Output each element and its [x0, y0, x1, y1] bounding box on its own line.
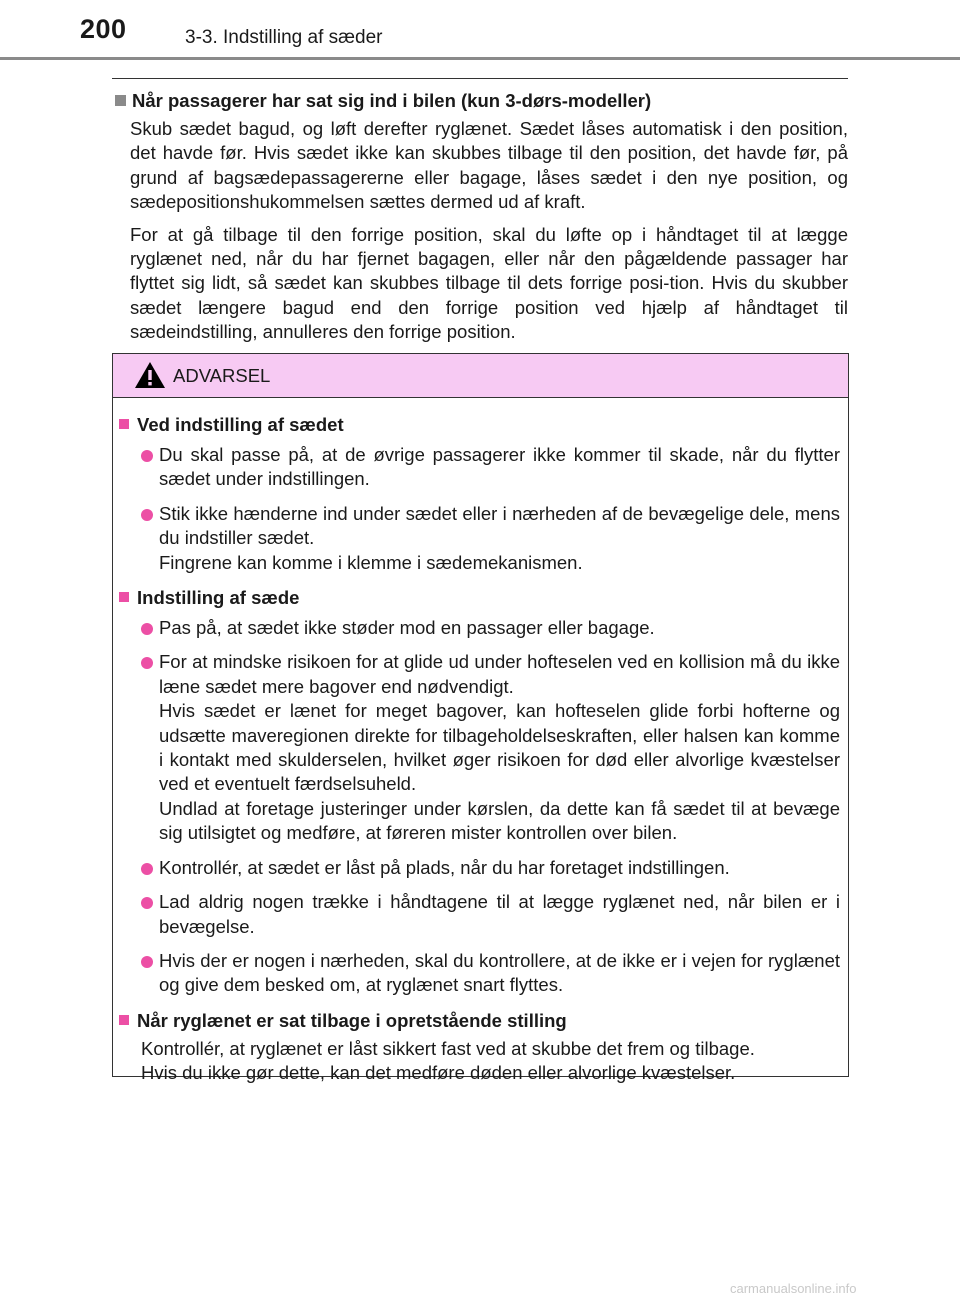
warning-box — [112, 353, 849, 1084]
warning-plain-text — [141, 1037, 840, 1086]
intro-section — [112, 88, 848, 345]
bullet-line: Kontrollér, at sædet er låst på plads, når du har foretaget indstillingen. — [159, 856, 730, 878]
bullet-dot-icon — [141, 897, 153, 909]
intro-heading-row — [112, 88, 848, 113]
bullet-line: Lad aldrig nogen trække i håndtagene til at lægge ryglænet ned, når bilen er i bevægelse. — [159, 891, 840, 937]
page-number: 200 — [80, 14, 127, 44]
warning-bullet — [131, 502, 840, 575]
page-header — [0, 0, 960, 60]
plain-line: Kontrollér, at ryglænet er låst sikkert fast ved at skubbe det frem og tilbage. — [141, 1037, 755, 1059]
bullet-dot-icon — [141, 956, 153, 968]
intro-paragraph: Skub sædet bagud, og løft derefter ryglænet. Sædet låses automatisk i den position, det havde før. Hvis sædet ikke kan skubbes tilbage til den position, det havde før, på grund af bagsædepassagererne eller bagage, låses sædet i den nye position, og sædepositionshukommelsen sættes dermed ud af kraft. — [130, 118, 848, 213]
bullet-dot-icon — [141, 450, 153, 462]
bullet-text — [159, 443, 840, 492]
warning-section-heading-text: Når ryglænet er sat tilbage i opretstående stilling — [137, 1009, 567, 1031]
bullet-line: Stik ikke hænderne ind under sædet eller i nærheden af de bevægelige dele, mens du indstiller sædet. — [159, 502, 840, 549]
warning-section — [113, 585, 840, 998]
warning-title: ADVARSEL — [173, 365, 271, 386]
bullet-line: For at mindske risikoen for at glide ud under hofteselen ved en kollision må du ikke læne sædet mere bagover end nødvendigt. — [159, 651, 840, 697]
bullet-text — [159, 502, 840, 575]
bullet-text — [159, 616, 840, 640]
intro-paragraph: For at gå tilbage til den forrige position, skal du løfte op i håndtaget til at lægge ryglænet ned, når du har fjernet bagagen, eller når den pågældende passager har flyttet sig lidt, så sædet kan skubbes tilbage til dets forrige posi-tion. Hvis du skubber sædet længere bagud end den forrige position ved hjælp af håndtaget til sædeindstilling, annulleres den forrige position. — [130, 223, 848, 343]
bullet-dot-icon — [141, 657, 153, 669]
warning-bullet — [131, 949, 840, 998]
bullet-line: Hvis der er nogen i nærheden, skal du kontrollere, at de ikke er i vejen for ryglænet og give dem besked om, at ryglænet snart flyttes. — [159, 949, 840, 996]
warning-section — [113, 1008, 840, 1086]
warning-section-heading-text: Ved indstilling af sædet — [137, 414, 344, 435]
warning-bullet — [131, 616, 840, 640]
pink-square-icon — [119, 1015, 129, 1025]
bullet-text — [159, 650, 840, 845]
warning-section-heading — [113, 1008, 840, 1033]
warning-section — [113, 412, 840, 575]
bullet-line: Du skal passe på, at de øvrige passagerer ikke kommer til skade, når du flytter sædet under indstillingen. — [159, 444, 840, 490]
bullet-text — [159, 856, 840, 880]
warning-triangle-icon — [134, 361, 166, 389]
bullet-text — [159, 949, 840, 998]
warning-section-heading — [113, 585, 840, 610]
bullet-line: Undlad at foretage justeringer under kørslen, da dette kan få sædet til at bevæge sig utilsigtet og medføre, at føreren mister kontrollen over bilen. — [159, 797, 840, 844]
intro-heading: Når passagerer har sat sig ind i bilen (kun 3-dørs-modeller) — [132, 90, 652, 111]
bullet-text — [159, 890, 840, 939]
plain-line: Hvis du ikke gør dette, kan det medføre døden eller alvorlige kvæstelser. — [141, 1062, 736, 1084]
header-rule — [0, 57, 960, 60]
pink-square-icon — [119, 592, 129, 602]
pink-square-icon — [119, 419, 129, 429]
bullet-line: Hvis sædet er lænet for meget bagover, kan hofteselen glide forbi hofterne og udsætte maveregionen direkte for tilbageholdelseskraften, eller halsen kan komme i kontakt med skulderselen, hvilket øger risikoen for død eller alvorlige kvæstelser ved et eventuelt færdselsuheld. — [159, 700, 840, 795]
warning-section-heading — [113, 412, 840, 437]
bullet-dot-icon — [141, 509, 153, 521]
warning-section-heading-text: Indstilling af sæde — [137, 587, 300, 609]
warning-body — [113, 398, 848, 1086]
warning-header — [113, 354, 848, 398]
bullet-line: Pas på, at sædet ikke støder mod en passager eller bagage. — [159, 617, 655, 639]
watermark-link[interactable]: carmanualsonline.info — [730, 1281, 857, 1296]
bullet-dot-icon — [141, 863, 153, 875]
bullet-line: Fingrene kan komme i klemme i sædemekanismen. — [159, 551, 583, 573]
warning-bullet — [131, 890, 840, 939]
warning-bullet — [131, 856, 840, 880]
section-title: 3-3. Indstilling af sæder — [185, 27, 383, 48]
bullet-dot-icon — [141, 623, 153, 635]
warning-bullet — [131, 650, 840, 845]
warning-bullet — [131, 443, 840, 492]
top-divider — [112, 78, 848, 79]
gray-square-icon — [115, 95, 126, 106]
